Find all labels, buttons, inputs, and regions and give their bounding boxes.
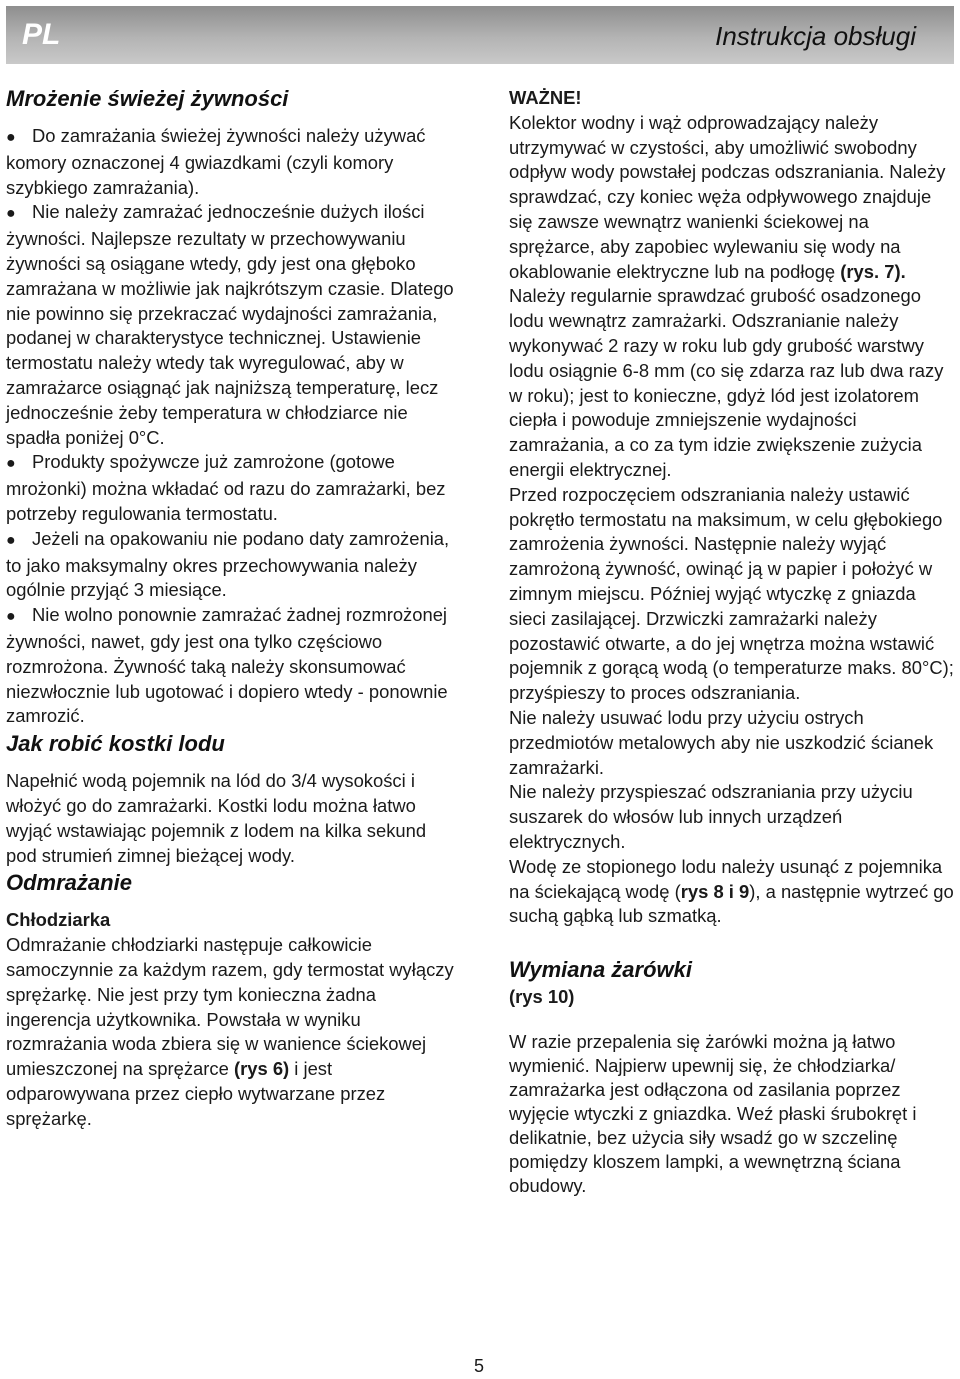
- important-paragraph: [509, 111, 954, 483]
- section-title-defrosting: Odmrażanie: [6, 870, 132, 896]
- page-header-bar: [6, 6, 954, 64]
- bullet-text: Nie należy zamrażać jednocześnie dużych ilości żywności. Najlepsze rezultaty w przechowywaniu żywności są osiągane wtedy, gdy jest ona głęboko zamrażana w możliwie jak najkrótszym czasie. Dlatego nie powinno się przekraczać wydajności zamrażania, podanej w charakterystyce technicznej. Ustawienie termostatu należy wtedy tak wyregulować, aby w zamrażarce osiągnąć jak najniższą temperaturę, lecz jednocześnie żeby temperatura w chłodziarce nie spadła poniżej 0°C.: [6, 201, 454, 448]
- bullet-text: Jeżeli na opakowaniu nie podano daty zamrożenia, to jako maksymalny okres przechowywania należy ogólnie przyjąć 3 miesiące.: [6, 527, 450, 601]
- important-label: WAŻNE!: [509, 87, 582, 108]
- list-item: [6, 200, 454, 450]
- figure-reference: (rys 6): [233, 1058, 290, 1080]
- no-sharp-tools-paragraph: Nie należy usuwać lodu przy użyciu ostrych przedmiotów metalowych aby nie uszkodzić ścianek zamrażarki.: [509, 706, 934, 778]
- bulb-replacement-paragraph: W razie przepalenia się żarówki można ją łatwo wymienić. Najpierw upewnij się, że chłodziarka/ zamrażarka jest odłączona od zasilania poprzez wyjęcie wtyczki z gniazdka. Weź płaski śrubokręt i delikatnie, bez użycia siły wsadź go w szczelinę pomiędzy kloszem lampki, a wewnętrzną ściana obudowy.: [509, 1030, 917, 1196]
- bullet-icon: ●: [6, 129, 16, 146]
- bullet-icon: ●: [6, 608, 16, 626]
- defrost-procedure-paragraph: Przed rozpoczęciem odszraniania należy ustawić pokrętło termostatu na maksimum, w celu głębokiego zamrożenia żywności. Następnie należy wyjąć zamrożoną żywność, owinąć ją w papier i położyć w zimnym miejscu. Później wyjąć wtyczkę z gniazda sieci zasilającej. Drzwiczki zamrażarki należy pozostawić otwarte, a do jej wnętrza można wstawić pojemnik z gorącą wodą (o temperaturze maks. 80°C); przyśpieszy to proces odszraniania.: [509, 483, 954, 704]
- subsection-title-fridge: Chłodziarka: [6, 909, 111, 931]
- bullet-icon: ●: [6, 455, 16, 473]
- bullet-text: Do zamrażania świeżej żywności należy używać komory oznaczonej 4 gwiazdkami (czyli komory szybkiego zamrażania).: [6, 125, 426, 198]
- bulb-figure-reference: (rys 10): [509, 986, 575, 1008]
- defrost-text-a: Odmrażanie chłodziarki następuje całkowicie samoczynnie za każdym razem, gdy termostat wyłączy sprężarkę. Nie jest przy tym konieczna żadna ingerencja użytkownika. Powstała w wyniku rozmrażania woda zbiera się w wanience ściekowej umieszczonej na sprężarce: [6, 934, 454, 1080]
- defrosting-paragraph: [6, 933, 454, 1131]
- left-column: [6, 84, 454, 1131]
- water-text-b: ), a następnie wytrzeć go suchą gąbką lub szmatką.: [509, 880, 954, 927]
- manual-title: Instrukcja obsługi: [715, 21, 916, 51]
- bullet-text: Produkty spożywcze już zamrożone (gotowe mrożonki) można wkładać od razu do zamrażarki, bez potrzeby regulowania termostatu.: [6, 451, 446, 524]
- figure-reference: rys 8 i 9: [680, 880, 750, 902]
- list-item: [6, 527, 454, 603]
- page-number: 5: [474, 1356, 485, 1376]
- bullet-icon: ●: [6, 531, 16, 549]
- important-text-b: Należy regularnie sprawdzać grubość osadzonego lodu wewnątrz zamrażarki. Odszranianie należy wykonywać 2 razy w roku lub gdy grubość warstwy lodu osiągnie 6-8 mm (co się zdarza raz lub dwa razy w roku); jest to konieczne, gdyż lód jest izolatorem ciepła i powoduje zmniejszenie wydajności zamrażania, a co za tym idzie zwiększenie zużycia energii elektrycznej.: [509, 285, 944, 480]
- important-text-a: Kolektor wodny i wąż odprowadzający należy utrzymywać w czystości, aby umożliwić swobodny odpływ wody powstałej podczas odszraniania. Należy sprawdzać, czy koniec węża odpływowego znajduje się zawsze wewnątrz wanienki ściekowej na sprężarce, aby zapobiec wylewaniu się wody na okablowanie elektryczne lub na podłogę: [509, 111, 946, 282]
- language-code: PL: [22, 18, 61, 51]
- ice-cubes-paragraph: Napełnić wodą pojemnik na lód do 3/4 wysokości i włożyć go do zamrażarki. Kostki lodu można łatwo wyjąć wstawiając pojemnik z lodem na kilka sekund pod strumień zimnej bieżącej wody.: [6, 770, 427, 866]
- right-column: [509, 86, 954, 1198]
- water-text-a: Wodę ze stopionego lodu należy usunąć z pojemnika na ściekającą wodę (: [509, 855, 943, 902]
- defrost-text-b: i jest odparowywana przez ciepło wytwarzane przez sprężarkę.: [6, 1058, 386, 1129]
- freezing-bullet-list: [6, 124, 454, 729]
- section-title-bulb: Wymiana żarówki: [509, 957, 692, 983]
- list-item: [6, 124, 454, 200]
- water-removal-paragraph: [509, 855, 954, 929]
- no-hair-dryer-paragraph: Nie należy przyspieszać odszraniania przy użyciu suszarek do włosów lub innych urządzeń elektrycznych.: [509, 781, 913, 852]
- section-title-ice-cubes: Jak robić kostki lodu: [6, 731, 225, 757]
- bullet-icon: ●: [6, 205, 16, 223]
- list-item: [6, 603, 454, 729]
- bullet-text: Nie wolno ponownie zamrażać żadnej rozmrożonej żywności, nawet, gdy jest ona tylko częściowo rozmrożona. Żywność taką należy skonsumować niezwłocznie lub ugotować i dopiero wtedy - ponownie zamrozić.: [6, 604, 448, 727]
- section-title-freezing: Mrożenie świeżej żywności: [6, 86, 289, 111]
- list-item: [6, 450, 454, 526]
- figure-reference: (rys. 7).: [840, 260, 906, 282]
